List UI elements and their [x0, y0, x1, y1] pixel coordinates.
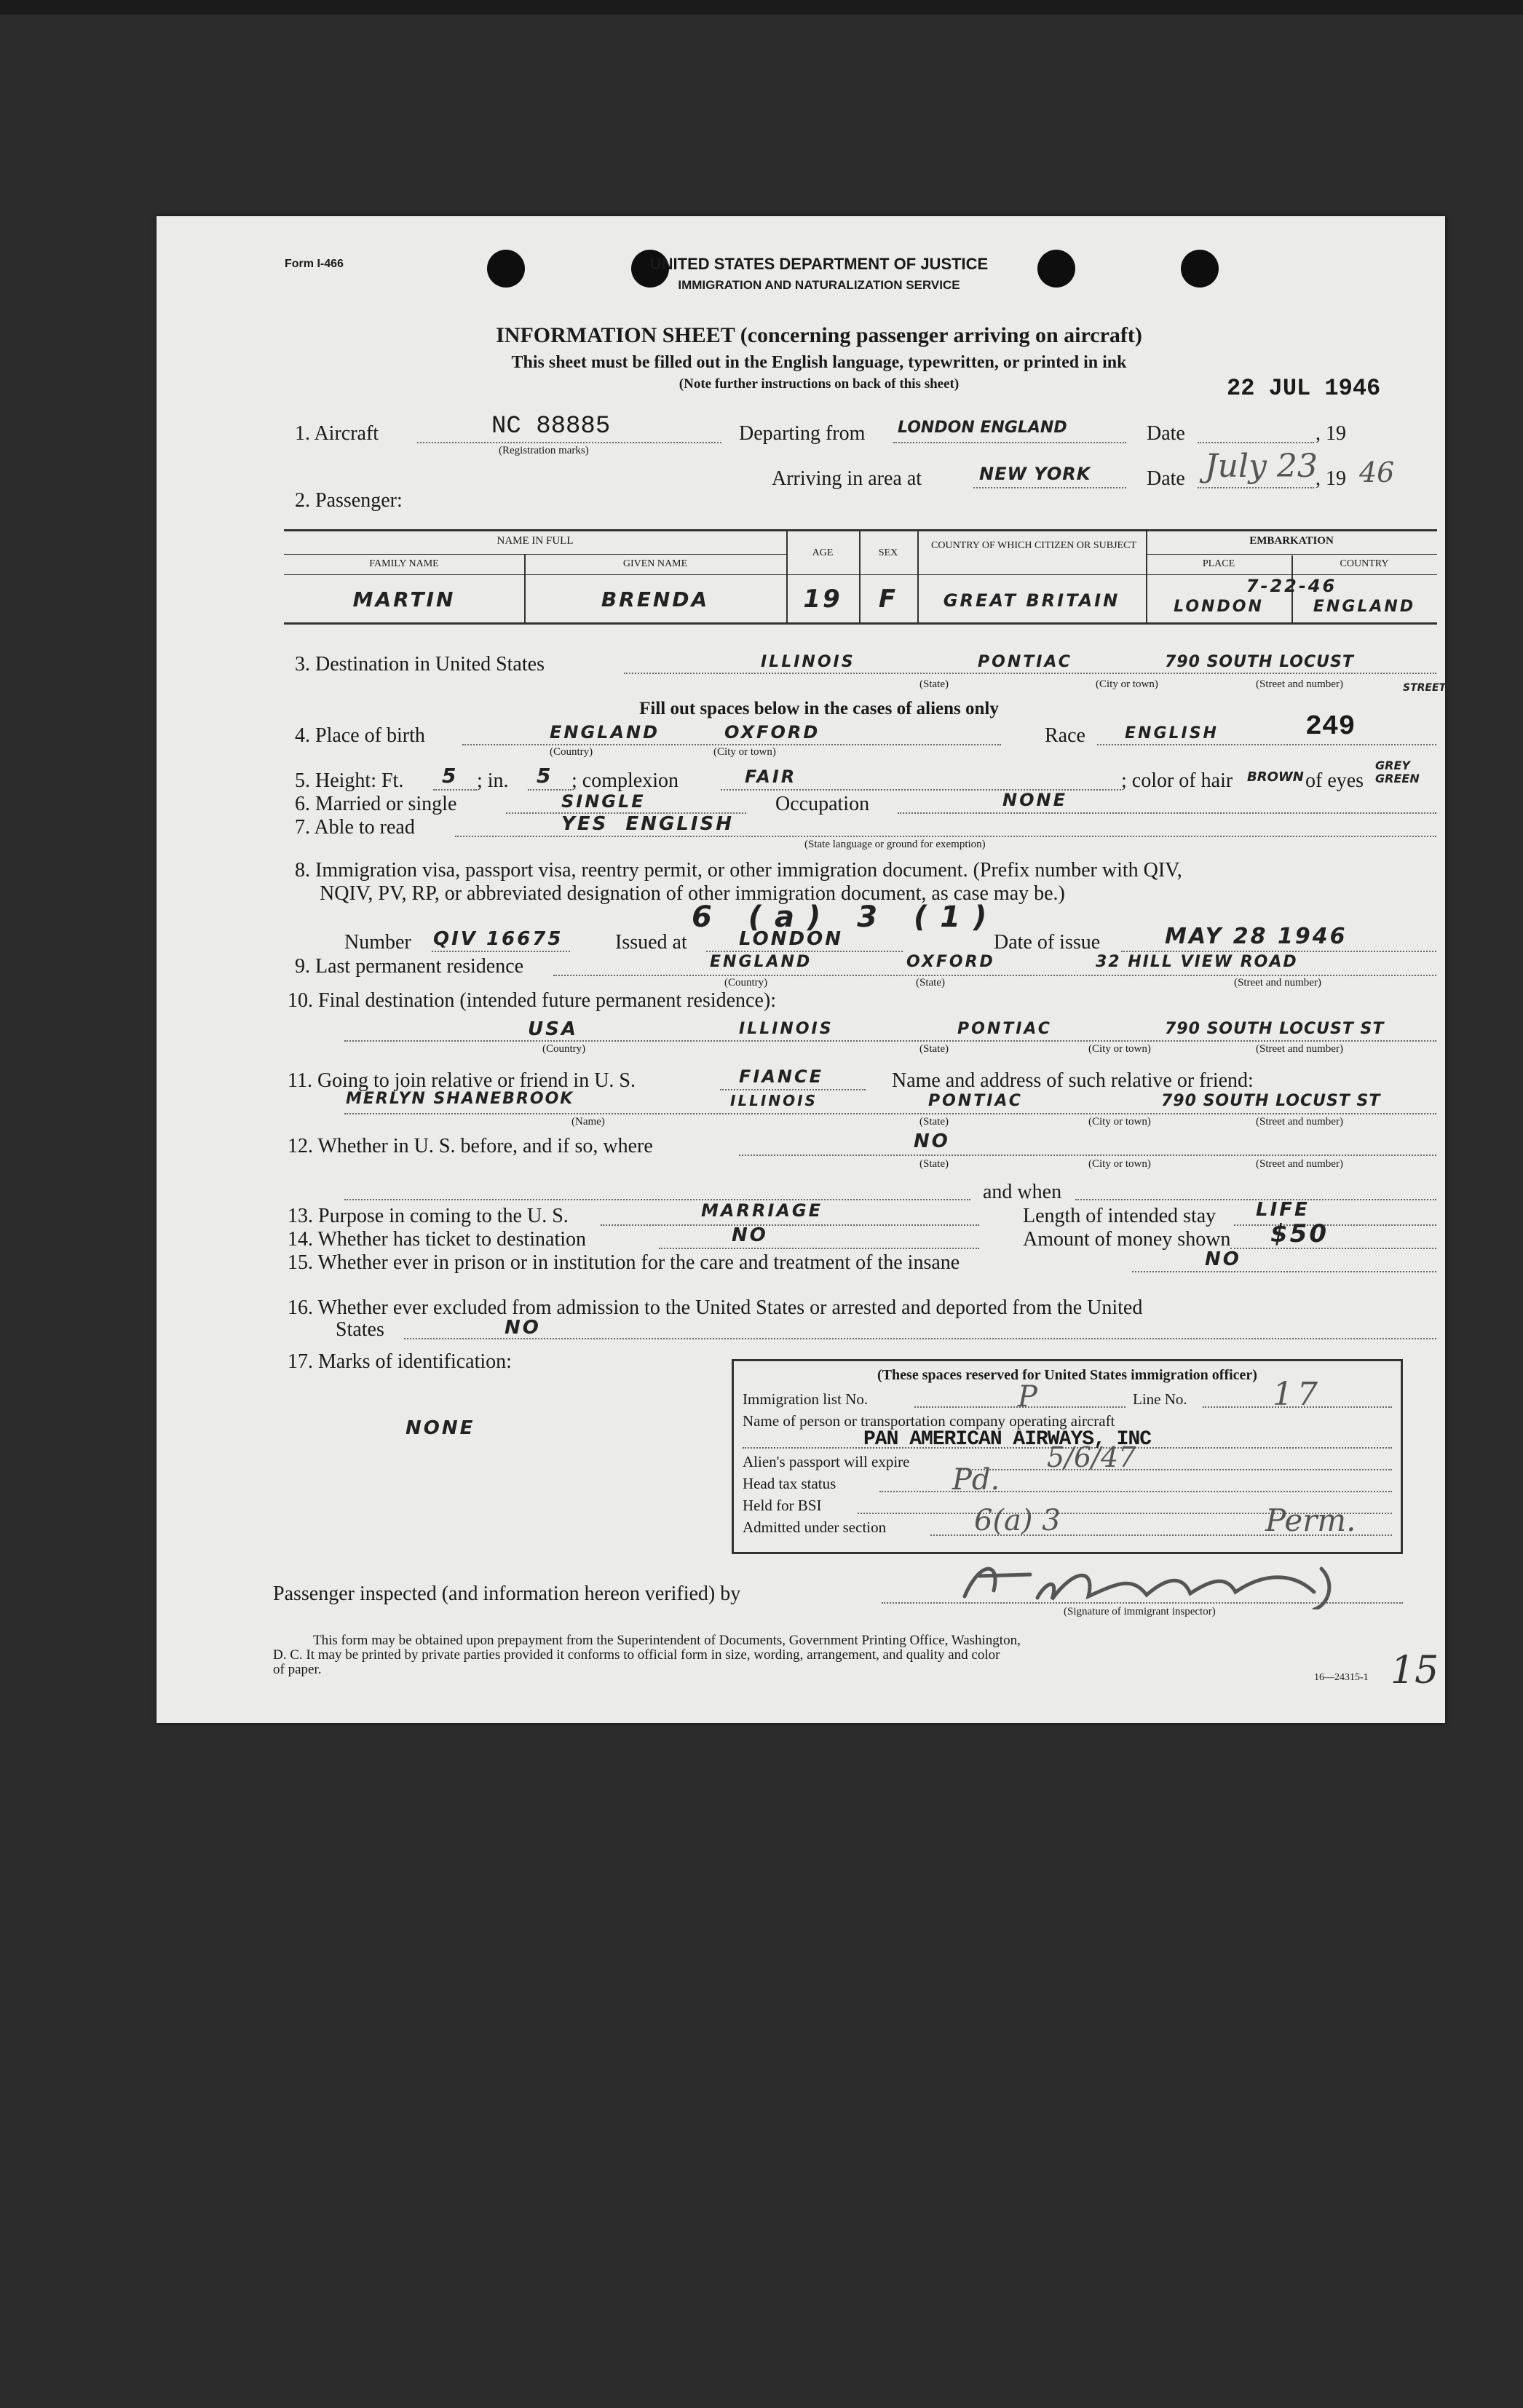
- date-of-issue-line: [1121, 951, 1436, 952]
- aircraft-line: [417, 442, 721, 443]
- stay-line: [1234, 1224, 1436, 1226]
- occupation-line: [898, 812, 1436, 814]
- passenger-label: 2. Passenger:: [295, 489, 403, 512]
- embark-country-value: ENGLAND: [1313, 598, 1416, 616]
- inspection-label: Passenger inspected (and information hereon verified) by: [273, 1583, 741, 1605]
- visa-number-value: QIV 16675: [433, 928, 563, 950]
- read-sublabel: (State language or ground for exemption): [804, 839, 986, 850]
- residence-label: 9. Last permanent residence: [295, 955, 524, 978]
- header-place: PLACE: [1202, 558, 1235, 569]
- purpose-line: [601, 1224, 979, 1226]
- join-name-label: (Name): [571, 1116, 605, 1128]
- date-line: [1198, 442, 1314, 443]
- family-name-value: MARTIN: [352, 587, 456, 611]
- bsi-label: Held for BSI: [743, 1497, 822, 1514]
- visa-label-1: 8. Immigration visa, passport visa, reentry permit, or other immigration document. (Prefix number with QIV,: [295, 859, 1182, 882]
- signature-caption: (Signature of immigrant inspector): [1064, 1606, 1216, 1617]
- ticket-label: 14. Whether has ticket to destination: [288, 1228, 587, 1251]
- residence-street: 32 HILL VIEW ROAD: [1096, 953, 1298, 971]
- arriving-label: Arriving in area at: [772, 467, 922, 490]
- marks-value: NONE: [406, 1417, 475, 1439]
- join-relation-line: [720, 1089, 866, 1090]
- aliens-note: Fill out spaces below in the cases of aliens only: [639, 699, 999, 718]
- residence-state-label: (State): [916, 977, 945, 989]
- excluded-value: NO: [505, 1317, 541, 1339]
- before-line: [739, 1155, 1436, 1156]
- punch-hole: [1181, 250, 1219, 288]
- footer-line-3: of paper.: [273, 1662, 322, 1677]
- head-tax-value: Pd.: [952, 1463, 1000, 1497]
- race-label: Race: [1045, 724, 1085, 747]
- residence-country-label: (Country): [724, 977, 768, 989]
- header-family-name: FAMILY NAME: [369, 558, 439, 569]
- birth-city-label: (City or town): [713, 746, 776, 758]
- feet-line: [433, 789, 477, 791]
- header-sex: SEX: [878, 547, 898, 558]
- destination-street-label: (Street and number): [1256, 678, 1343, 690]
- issued-at-line: [706, 951, 903, 952]
- read-line: [455, 836, 1436, 837]
- purpose-value: MARRIAGE: [701, 1200, 823, 1221]
- residence-state: OXFORD: [906, 953, 995, 971]
- aircraft-value: NC 88885: [491, 413, 611, 440]
- complexion-value: FAIR: [745, 767, 797, 787]
- page-mark: 15: [1391, 1649, 1439, 1692]
- sex-value: F: [878, 585, 898, 614]
- join-state: ILLINOIS: [730, 1092, 818, 1109]
- final-destination-label: 10. Final destination (intended future permanent residence):: [288, 989, 777, 1012]
- birth-line: [462, 744, 1001, 745]
- date-of-issue-value: MAY 28 1946: [1165, 924, 1348, 949]
- excluded-line: [404, 1338, 1436, 1339]
- header-country-citizen: COUNTRY OF WHICH CITIZEN OR SUBJECT: [931, 540, 1136, 551]
- race-value: ENGLISH: [1125, 724, 1219, 742]
- admitted-section-label: Admitted under section: [743, 1518, 887, 1536]
- birth-label: 4. Place of birth: [295, 724, 425, 747]
- passport-expire-value: 5/6/47: [1047, 1441, 1136, 1473]
- embark-place-value: LONDON: [1174, 598, 1264, 616]
- join-city: PONTIAC: [928, 1092, 1023, 1110]
- final-city: PONTIAC: [957, 1020, 1052, 1038]
- visa-number-line: [432, 951, 570, 952]
- inches-label: ; in.: [477, 769, 509, 792]
- departing-line: [893, 442, 1126, 443]
- footer-line-1: This form may be obtained upon prepayment from the Superintendent of Documents, Government Printing Office, Washington,: [313, 1633, 1021, 1648]
- citizen-value: GREAT BRITAIN: [943, 590, 1120, 611]
- before-value: NO: [914, 1130, 950, 1152]
- eyes-label: of eyes: [1305, 769, 1364, 792]
- list-no-label: Immigration list No.: [743, 1390, 869, 1408]
- film-border-top: [0, 0, 1523, 15]
- hair-label: ; color of hair: [1121, 769, 1233, 792]
- before-street-label: (Street and number): [1256, 1158, 1343, 1170]
- aircraft-sublabel: (Registration marks): [499, 445, 589, 456]
- residence-country: ENGLAND: [710, 953, 812, 971]
- header-country: COUNTRY: [1340, 558, 1389, 569]
- information-sheet: [157, 216, 1445, 1723]
- sheet-note: (Note further instructions on back of this sheet): [679, 376, 960, 392]
- departing-value: LONDON ENGLAND: [898, 419, 1067, 437]
- form-number: Form I-466: [285, 258, 344, 270]
- sheet-instruction: This sheet must be filled out in the English language, typewritten, or printed in ink: [511, 353, 1127, 372]
- departing-label: Departing from: [739, 422, 866, 445]
- destination-state-label: (State): [919, 678, 949, 690]
- final-city-label: (City or town): [1088, 1043, 1151, 1055]
- destination-city-label: (City or town): [1096, 678, 1158, 690]
- join-label: 11. Going to join relative or friend in U. S.: [288, 1069, 636, 1092]
- stamp-number: 249: [1305, 711, 1356, 742]
- header-embarkation: EMBARKATION: [1249, 535, 1334, 547]
- stay-label: Length of intended stay: [1023, 1205, 1217, 1227]
- destination-state: ILLINOIS: [761, 653, 855, 671]
- stay-value: LIFE: [1256, 1199, 1310, 1221]
- hair-value: BROWN: [1247, 769, 1304, 785]
- line-no-value: 17: [1273, 1376, 1322, 1413]
- final-street-label: (Street and number): [1256, 1043, 1343, 1055]
- join-name: MERLYN SHANEBROOK: [346, 1090, 574, 1108]
- date-stamp: 22 JUL 1946: [1227, 375, 1381, 402]
- inspector-signature: [950, 1554, 1358, 1609]
- occupation-label: Occupation: [775, 793, 870, 815]
- join-line: [344, 1113, 1436, 1114]
- issued-at-value: LONDON: [739, 928, 843, 950]
- before-label: 12. Whether in U. S. before, and if so, where: [288, 1135, 653, 1157]
- head-tax-label: Head tax status: [743, 1475, 836, 1492]
- company-value: PAN AMERICAN AIRWAYS, INC: [863, 1428, 1152, 1451]
- issued-at-label: Issued at: [615, 931, 687, 954]
- marks-label: 17. Marks of identification:: [288, 1350, 512, 1373]
- purpose-label: 13. Purpose in coming to the U. S.: [288, 1205, 569, 1227]
- visa-number-label: Number: [344, 931, 411, 954]
- final-country-label: (Country): [542, 1043, 586, 1055]
- residence-street-label: (Street and number): [1234, 977, 1321, 989]
- passport-expire-line: [961, 1469, 1392, 1470]
- arrival-date-label: Date: [1147, 467, 1185, 490]
- read-value: YES ENGLISH: [561, 813, 735, 835]
- officer-box-title: (These spaces reserved for United States immigration officer): [877, 1367, 1257, 1383]
- prison-label: 15. Whether ever in prison or in institution for the care and treatment of the insane: [288, 1251, 960, 1274]
- passenger-table: [284, 529, 1437, 624]
- before-city-label: (City or town): [1088, 1158, 1151, 1170]
- final-state: ILLINOIS: [739, 1020, 834, 1038]
- given-name-value: BRENDA: [601, 587, 710, 611]
- eyes-value: GREY GREEN: [1375, 759, 1420, 785]
- age-value: 19: [803, 585, 842, 614]
- header-name-in-full: NAME IN FULL: [497, 535, 574, 547]
- prison-line: [1132, 1271, 1436, 1272]
- marital-label: 6. Married or single: [295, 793, 457, 815]
- admitted-section-value: 6(a) 3: [974, 1504, 1061, 1537]
- occupation-value: NONE: [1002, 790, 1067, 810]
- visa-section-written: 6 (a) 3 (1): [692, 900, 1000, 934]
- join-state-label: (State): [919, 1116, 949, 1128]
- read-label: 7. Able to read: [295, 816, 415, 839]
- header-given-name: GIVEN NAME: [622, 558, 688, 569]
- final-country: USA: [528, 1018, 578, 1040]
- header-age: AGE: [812, 547, 834, 558]
- company-label: Name of person or transportation company operating aircraft: [743, 1412, 1115, 1430]
- height-label: 5. Height: Ft.: [295, 769, 404, 792]
- money-value: $50: [1270, 1219, 1329, 1248]
- when-label: and when: [983, 1181, 1062, 1203]
- prison-value: NO: [1205, 1248, 1241, 1270]
- inches-line: [528, 789, 571, 791]
- line-no-label: Line No.: [1133, 1390, 1187, 1408]
- final-state-label: (State): [919, 1043, 949, 1055]
- destination-label: 3. Destination in United States: [295, 653, 545, 676]
- arrival-date-value: July 23: [1205, 448, 1318, 485]
- complexion-label: ; complexion: [571, 769, 679, 792]
- arriving-value: NEW YORK: [979, 464, 1091, 484]
- money-line: [1230, 1248, 1436, 1249]
- sheet-title: INFORMATION SHEET (concerning passenger arriving on aircraft): [496, 323, 1142, 347]
- arrival-year-value: 46: [1359, 456, 1395, 488]
- punch-hole: [487, 250, 525, 288]
- date-label: Date: [1147, 422, 1185, 445]
- height-inches: 5: [537, 764, 553, 788]
- before-line-2: [344, 1199, 970, 1200]
- visa-label-2: NQIV, PV, RP, or abbreviated designation of other immigration document, as case may be.): [320, 882, 1065, 905]
- passport-expire-label: Alien's passport will expire: [743, 1453, 910, 1470]
- join-relation: FIANCE: [739, 1066, 823, 1087]
- embark-date-value: 7-22-46: [1246, 576, 1337, 596]
- date-year-suffix: , 19: [1316, 422, 1346, 445]
- destination-street: 790 SOUTH LOCUST: [1165, 653, 1354, 671]
- destination-city: PONTIAC: [978, 653, 1072, 671]
- excluded-label-2: States: [336, 1318, 384, 1341]
- ticket-line: [659, 1248, 979, 1249]
- destination-street-extra: STREET: [1403, 682, 1447, 694]
- aircraft-label: 1. Aircraft: [295, 422, 379, 445]
- department-name: UNITED STATES DEPARTMENT OF JUSTICE: [649, 255, 989, 273]
- birth-country: ENGLAND: [550, 722, 660, 742]
- destination-line: [624, 673, 1436, 674]
- final-street: 790 SOUTH LOCUST ST: [1165, 1020, 1385, 1038]
- before-state-label: (State): [919, 1158, 949, 1170]
- arrival-date-line: [1198, 487, 1314, 488]
- date-of-issue-label: Date of issue: [994, 931, 1101, 954]
- race-line: [1097, 744, 1436, 745]
- service-name: IMMIGRATION AND NATURALIZATION SERVICE: [678, 278, 960, 292]
- footer-code: 16—24315-1: [1314, 1672, 1369, 1683]
- final-destination-line: [344, 1040, 1436, 1042]
- birth-city: OXFORD: [724, 722, 820, 742]
- arriving-line: [973, 487, 1126, 488]
- residence-line: [553, 975, 1436, 976]
- admitted-section-note: Perm.: [1265, 1502, 1356, 1538]
- birth-country-label: (Country): [550, 746, 593, 758]
- footer-line-2: D. C. It may be printed by private parties provided it conforms to official form in size, wording, arrangement, and quality and color: [273, 1647, 1000, 1663]
- join-street: 790 SOUTH LOCUST ST: [1161, 1092, 1381, 1110]
- arrival-year-prefix: , 19: [1316, 467, 1346, 490]
- ticket-value: NO: [732, 1224, 768, 1246]
- join-street-label: (Street and number): [1256, 1116, 1343, 1128]
- money-label: Amount of money shown: [1023, 1228, 1231, 1251]
- marital-value: SINGLE: [561, 791, 646, 812]
- join-name-address-label: Name and address of such relative or friend:: [892, 1069, 1254, 1092]
- excluded-label-1: 16. Whether ever excluded from admission to the United States or arrested and deported from the United: [288, 1296, 1143, 1319]
- signature-icon: [950, 1554, 1358, 1609]
- list-no-value: P: [1018, 1380, 1037, 1414]
- join-city-label: (City or town): [1088, 1116, 1151, 1128]
- officer-box: [732, 1359, 1403, 1554]
- height-feet: 5: [442, 764, 459, 788]
